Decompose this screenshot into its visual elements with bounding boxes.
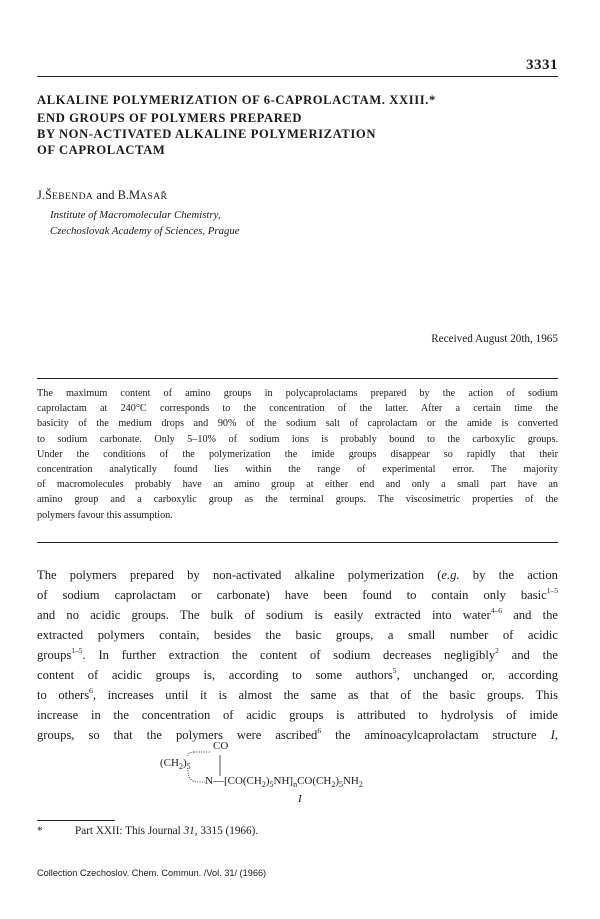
body-text: and the — [498, 648, 558, 662]
formula-text: ) — [265, 775, 270, 787]
journal-citation: Collection Czechoslov. Chem. Commun. /Vol. 31/ (1966) — [37, 868, 267, 878]
structure-formula — [150, 740, 450, 810]
body-text: , unchanged or, according — [396, 668, 558, 682]
abstract-line: caprolactam at 240°C corresponds to the concentration of the latter. After a certain time the — [37, 403, 558, 415]
citation: 2 — [495, 645, 499, 655]
body-line — [37, 685, 558, 705]
carbonyl-label: CO — [213, 740, 229, 752]
received-date: Received August 20th, 1965 — [431, 333, 558, 345]
author-surname: ASAŘ — [140, 191, 168, 202]
authors — [37, 188, 167, 203]
formula-subscript: 5 — [186, 762, 191, 772]
abstract-line: basicity of the medium drops and 90% of the sodium salt of caprolactam or the amide is converted — [37, 418, 558, 430]
formula-text: NH — [342, 775, 359, 787]
formula-text: (CH — [160, 757, 179, 769]
body-paragraph — [37, 565, 558, 745]
author-surname: EBENDA — [51, 191, 94, 202]
body-text: groups — [37, 648, 72, 662]
abstract-top-rule — [37, 378, 558, 379]
body-line — [37, 565, 558, 585]
title-line: BY NON-ACTIVATED ALKALINE POLYMERIZATION — [37, 127, 377, 141]
footnote-mark: * — [37, 825, 43, 837]
formula-text: ) — [182, 757, 187, 769]
abstract — [37, 386, 558, 523]
header-rule — [37, 76, 558, 77]
citation: 1–5 — [71, 645, 83, 655]
formula-subscript: 2 — [358, 780, 363, 790]
body-line — [37, 605, 558, 625]
structure-number: I — [298, 793, 302, 805]
citation: 1–5 — [546, 585, 558, 595]
formula-subscript: 2 — [331, 780, 336, 790]
structure-label: I — [550, 728, 555, 742]
title-line: OF CAPROLACTAM — [37, 143, 166, 157]
series-title: ALKALINE POLYMERIZATION OF 6-CAPROLACTAM. XXIII.* — [37, 93, 436, 107]
paper-title — [37, 110, 376, 158]
body-text: of sodium caprolactam or carbonate) have been found to contain only basic — [37, 588, 547, 602]
footnote-volume: 31 — [183, 825, 195, 837]
body-text: . In further extraction the content of sodium decreases negligibly — [82, 648, 496, 662]
body-text: content of acidic groups is, according to some authors — [37, 668, 393, 682]
body-line — [37, 665, 558, 685]
footnote — [37, 825, 258, 837]
methylene-group — [160, 757, 191, 771]
formula-text: NH] — [273, 775, 294, 787]
abstract-line: Under the conditions of the polymerization the imide groups disappear so rapidly that their — [37, 448, 558, 460]
abstract-line: to sodium carbonate. Only 5–10% of sodium ions is probably bound to the carboxylic groups. — [37, 433, 558, 445]
formula-text: ) — [335, 775, 339, 787]
author-conjunction: and — [93, 188, 118, 202]
footnote-text: , 3315 (1966). — [194, 825, 259, 837]
body-line: increase in the concentration of acidic groups is attributed to hydrolysis of imide — [37, 708, 558, 722]
formula-subscript: 5 — [338, 780, 343, 790]
body-line: extracted polymers contain, besides the basic groups, a small number of acidic — [37, 628, 558, 642]
formula-subscript: 5 — [269, 780, 274, 790]
formula-subscript: 2 — [261, 780, 266, 790]
citation: 6 — [89, 685, 93, 695]
citation: 4–6 — [490, 605, 502, 615]
affiliation-line: Institute of Macromolecular Chemistry, — [50, 209, 221, 221]
abstract-line: polymers favour this assumption. — [37, 509, 173, 521]
title-line: END GROUPS OF POLYMERS PREPARED — [37, 111, 303, 125]
citation: 6 — [317, 725, 322, 735]
abstract-line: The maximum content of amino groups in polycaprolactams prepared by the action of sodium — [37, 388, 558, 399]
body-text: , increases until it is almost the same as that of the basic groups. This — [92, 688, 558, 702]
formula-subscript: n — [293, 780, 298, 790]
body-text: and the — [501, 608, 558, 622]
body-text: The polymers prepared by non-activated alkaline polymerization ( — [37, 568, 442, 582]
abstract-line: amino group and a carboxylic group as the terminal groups. The viscosimetric properties of the — [37, 494, 558, 506]
body-text-italic: e.g. — [441, 568, 460, 582]
author-initial: B.M — [117, 188, 141, 202]
citation: 5 — [392, 665, 397, 675]
affiliation — [50, 207, 240, 239]
page-number: 3331 — [526, 57, 558, 73]
body-text: the aminoacylcaprolactam structure — [321, 728, 551, 742]
footnote-text: Part XXII: This Journal — [75, 825, 184, 837]
formula-text: N—[CO(CH — [205, 775, 262, 787]
abstract-line: of macromolecules probably have an amino group at either end and only a small part have an — [37, 479, 558, 491]
body-line — [37, 585, 558, 605]
body-text: , — [554, 728, 558, 742]
body-text: groups, so that the polymers were ascribed — [37, 728, 318, 742]
affiliation-line: Czechoslovak Academy of Sciences, Prague — [50, 225, 240, 237]
author-initial: J.Š — [37, 188, 52, 202]
body-text: by the action — [459, 568, 558, 582]
body-line — [37, 645, 558, 665]
polymer-chain — [205, 775, 363, 789]
body-text: and no acidic groups. The bulk of sodium is easily extracted into water — [37, 608, 491, 622]
formula-text: CO(CH — [297, 775, 332, 787]
footnote-rule — [37, 820, 115, 821]
abstract-line: concentration analytically found lies within the range of experimental error. The majority — [37, 464, 558, 476]
formula-subscript: 2 — [178, 762, 183, 772]
abstract-bottom-rule — [37, 542, 558, 543]
body-text: to others — [37, 688, 90, 702]
